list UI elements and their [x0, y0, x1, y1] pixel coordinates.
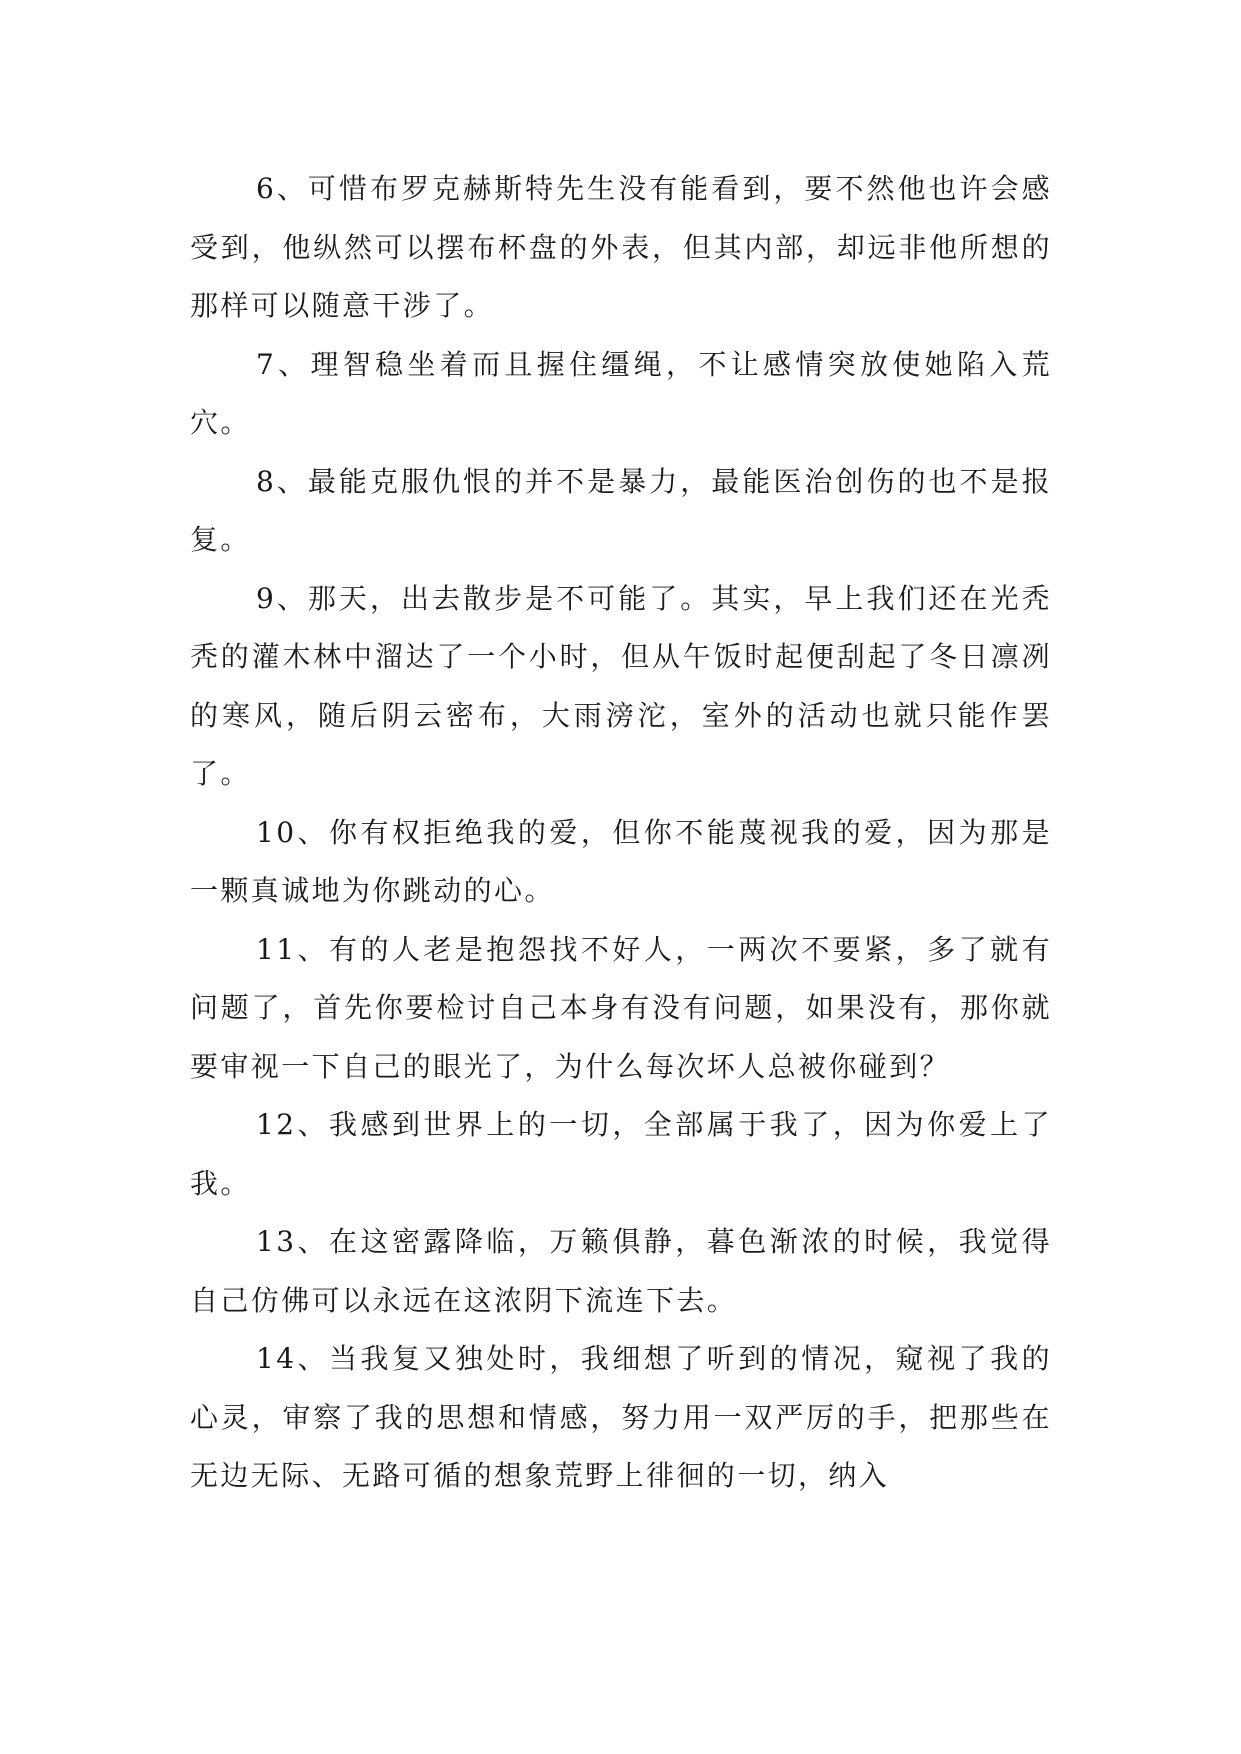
- paragraph-14: 14、当我复又独处时，我细想了听到的情况，窥视了我的心灵，审察了我的思想和情感，努力用一双严厉的手，把那些在无边无际、无路可循的想象荒野上徘徊的一切，纳入: [190, 1342, 1052, 1492]
- paragraph-10: 10、你有权拒绝我的爱，但你不能蔑视我的爱，因为那是一颗真诚地为你跳动的心。: [190, 815, 1052, 907]
- paragraph-7: 7、理智稳坐着而且握住缰绳，不让感情突放使她陷入荒穴。: [190, 347, 1052, 439]
- paragraph-8: 8、最能克服仇恨的并不是暴力，最能医治创伤的也不是报复。: [190, 464, 1052, 556]
- paragraph-9: 9、那天，出去散步是不可能了。其实，早上我们还在光秃秃的灌木林中溜达了一个小时，但从午饭时起便刮起了冬日凛冽的寒风，随后阴云密布，大雨滂沱，室外的活动也就只能作罢了。: [190, 581, 1052, 790]
- document-body: [190, 160, 1052, 1506]
- paragraph-11: 11、有的人老是抱怨找不好人，一两次不要紧，多了就有问题了，首先你要检讨自己本身有没有问题，如果没有，那你就要审视一下自己的眼光了，为什么每次坏人总被你碰到？: [190, 932, 1052, 1083]
- paragraph-13: 13、在这密露降临，万籁俱静，暮色渐浓的时候，我觉得自己仿佛可以永远在这浓阴下流连下去。: [190, 1225, 1052, 1317]
- paragraph-6: 6、可惜布罗克赫斯特先生没有能看到，要不然他也许会感受到，他纵然可以摆布杯盘的外表，但其内部，却远非他所想的那样可以随意干涉了。: [190, 172, 1052, 322]
- paragraph-12: 12、我感到世界上的一切，全部属于我了，因为你爱上了我。: [190, 1108, 1052, 1200]
